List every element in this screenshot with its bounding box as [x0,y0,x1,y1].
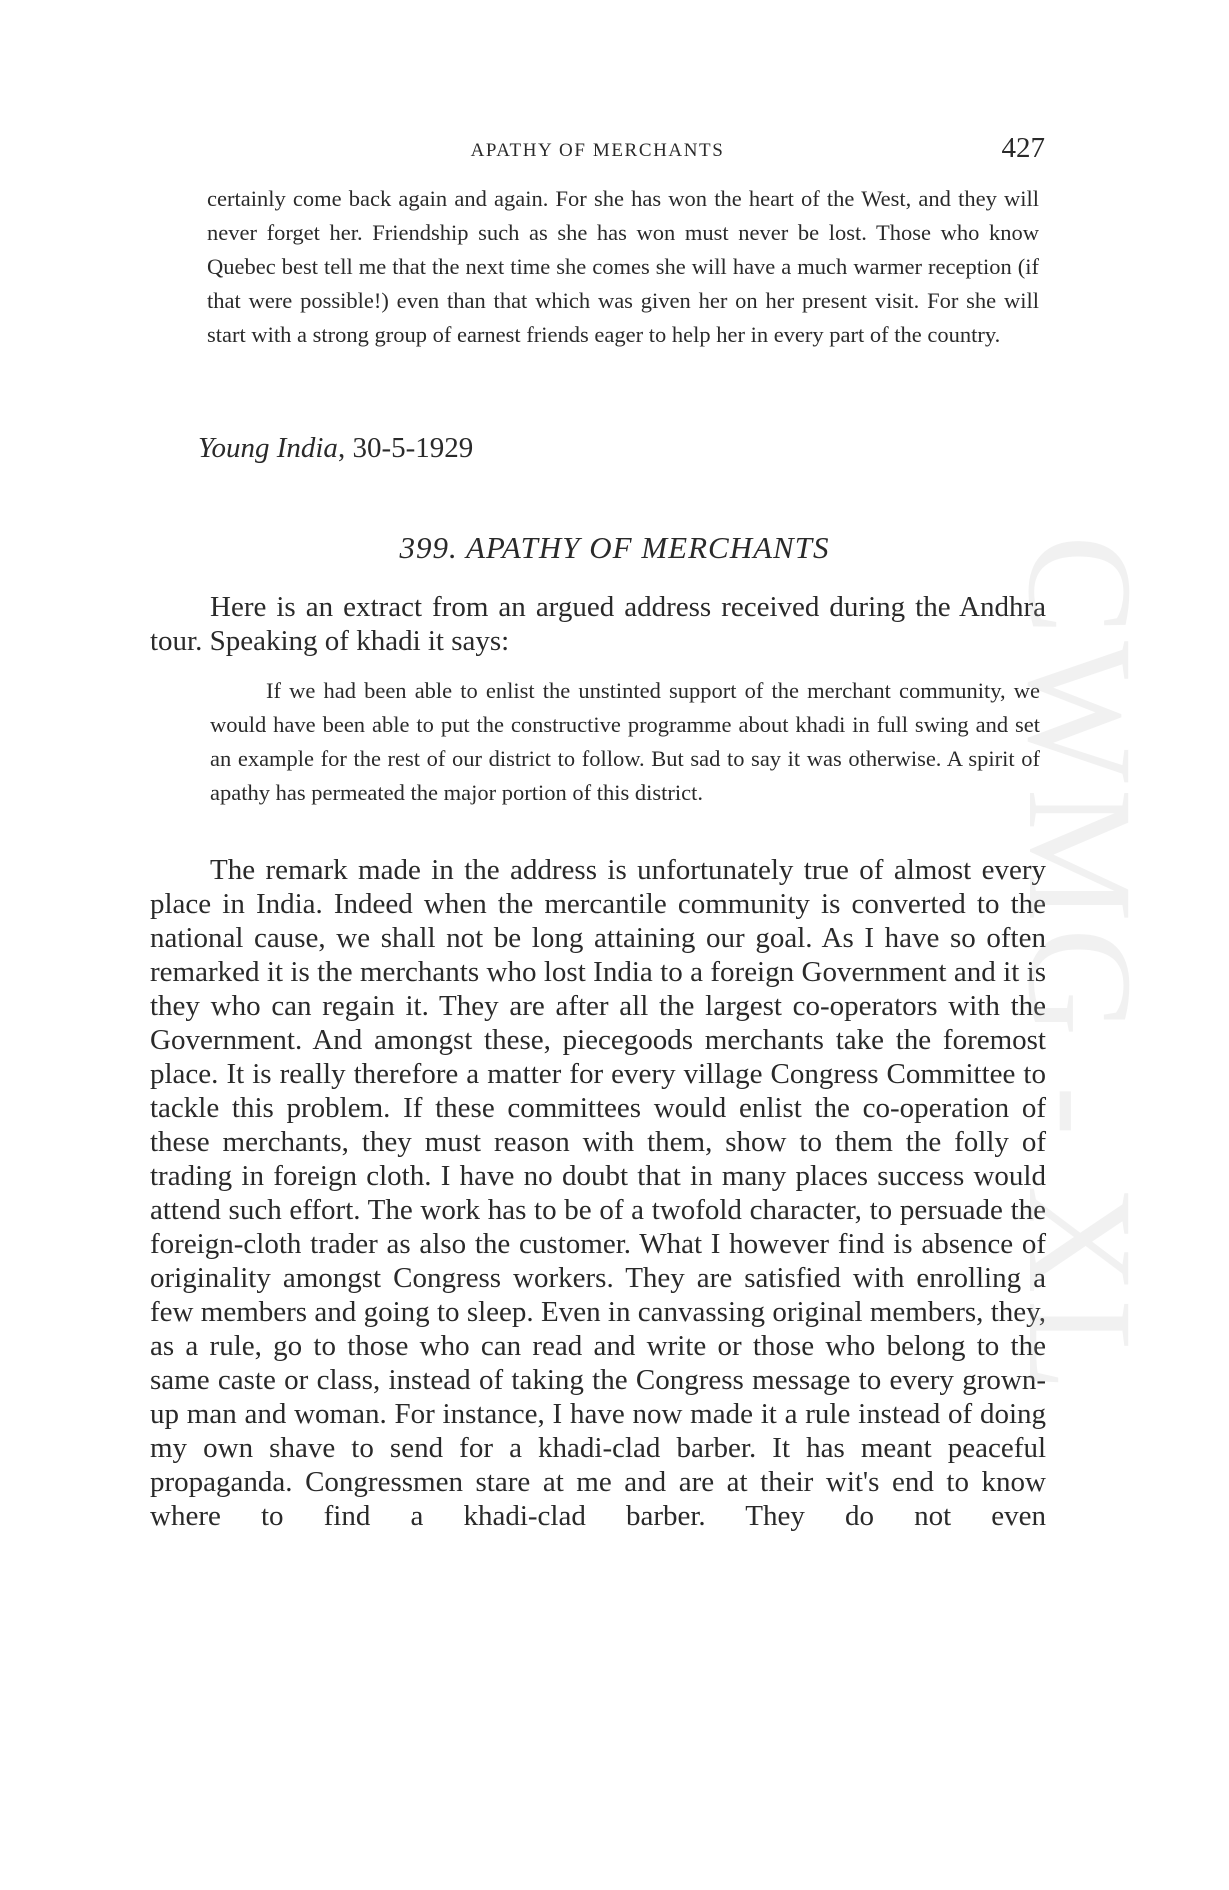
source-citation [198,432,473,465]
block-quote: If we had been able to enlist the unstinted support of the merchant community, we would have been able to put the constructive programme about khadi in full swing and set an example for the rest of our district to follow. But sad to say it was otherwise. A spirit of apathy has permeated the major portion of this district. [210,678,1040,805]
page-number: 427 [1001,132,1045,164]
article-title: 399. APATHY OF MERCHANTS [399,530,830,565]
watermark: CWMG - XL [997,535,1163,1398]
running-title: APATHY OF MERCHANTS [470,140,725,161]
main-paragraph: The remark made in the address is unfortunately true of almost every place in India. Indeed when the mercantile community is converted to the national cause, we shall not be long attaining our goal. As I have so often remarked it is the merchants who lost India to a foreign Government and it is they who can regain it. They are after all the largest co-operators with the Government. And amongst these, piecegoods merchants take the foremost place. It is really therefore a matter for every village Congress Committee to tackle this problem. If these committees would enlist the co-operation of these merchants, they must reason with them, show to them the folly of trading in foreign cloth. I have no doubt that in many places success would attend such effort. The work has to be of a twofold character, to persuade the foreign-cloth trader as also the customer. What I however find is absence of originality amongst Congress workers. They are satisfied with enrolling a few members and going to sleep. Even in canvassing original members, they, as a rule, go to those who can read and write or those who belong to the same caste or class, instead of taking the Congress message to every grown-up man and woman. For instance, I have now made it a rule instead of doing my own shave to send for a khadi-clad barber. It has meant peaceful propaganda. Congressmen stare at me and are at their wit's end to know where to find a khadi-clad barber. They do not even [150,854,1046,1532]
source-publication: Young India [198,432,338,464]
intro-paragraph: Here is an extract from an argued address received during the Andhra tour. Speaking of khadi it says: [150,591,1046,657]
running-head [150,132,1045,172]
continuation-paragraph: certainly come back again and again. For she has won the heart of the West, and they will never forget her. Friendship such as she has won must never be lost. Those who know Quebec best tell me that the next time she comes she will have a much warmer reception (if that were possible!) even than that which was given her on her present visit. For she will start with a strong group of earnest friends eager to help her in every part of the country. [207,186,1039,347]
source-date: , 30-5-1929 [337,432,474,464]
